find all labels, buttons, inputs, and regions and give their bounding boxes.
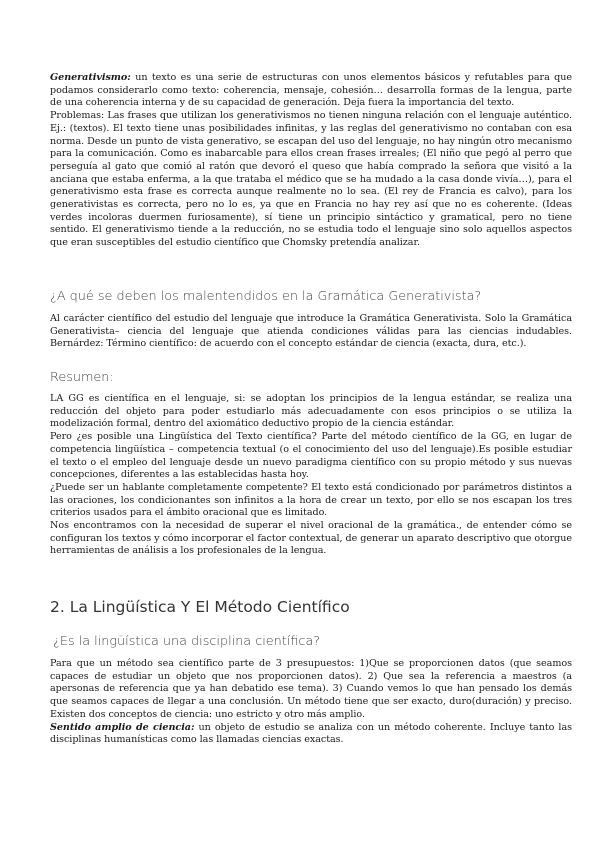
sentido-amplio-paragraph (50, 722, 572, 747)
malentendidos-heading: ¿A qué se deben los malentendidos en la Gramática Generativista? (50, 289, 482, 304)
generativismo-paragraph (50, 72, 572, 110)
section-malentendidos (50, 289, 572, 304)
presupuestos-paragraph: Para que un método sea científico parte de 3 presupuestos: 1)Que se proporcionen datos (que seamos capaces de estudiar un objeto que nos proporcionen datos). 2) Que sea la referencia a maestros (a apersonas de referencia que ya han debatido ese tema). 3) Cuando vemos lo que han pensado los demás que seamos capaces de llegar a una conclusión. Un método tiene que ser exacto, duro(duración) y preciso. Existen dos conceptos de ciencia: uno estricto y otro más amplio. (50, 658, 572, 720)
term-generativismo: Generativismo: (50, 72, 131, 83)
section-2-heading: 2. La Lingüística Y El Método Científico (50, 598, 350, 616)
resumen-paragraph-3: ¿Puede ser un hablante completamente competente? El texto está condicionado por parámetros distintos a las oraciones, los condicionantes son infinitos a la hora de crear un texto, por ello se nos escapan los tres criterios usados para el ámbito oracional que es limitado. (50, 481, 572, 519)
resumen-heading: Resumen: (50, 370, 114, 385)
resumen-paragraph-2: Pero ¿es posible una Lingüística del Texto científica? Parte del método científico de la GG, en lugar de competencia lingüística – competencia textual (o el conocimiento del uso del lenguaje).Es posible estudiar el texto o el empleo del lenguaje desde un nuevo paradigma científico con su propio método y sus nuevas concepciones, diferentes a las establecidas hasta hoy. (50, 431, 572, 481)
malentendidos-body (50, 313, 572, 351)
section-metodo-cientifico (50, 598, 572, 616)
sentido-amplio-text: un objeto de estudio se analiza con un método coherente. Incluye tanto las disciplinas humanísticas como las llamadas ciencias exactas. (50, 721, 572, 746)
malentendidos-paragraph: Al carácter científico del estudio del lenguaje que introduce la Gramática Generativista. Solo la Gramática Generativista– ciencia del lenguaje que atienda condiciones válidas para las ciencias indudables. Bernárdez: Término científico: de acuerdo con el concepto estándar de ciencia (exacta, dura, etc.). (50, 313, 572, 350)
disciplina-subheading: ¿Es la lingüística una disciplina científica? (53, 634, 321, 649)
disciplina-subheading-wrap (53, 634, 572, 649)
section-generativismo (50, 72, 572, 250)
problemas-paragraph: Problemas: Las frases que utilizan los generativismos no tienen ninguna relación con el lenguaje auténtico. Ej.: (textos). El texto tiene unas posibilidades infinitas, y las reglas del generativismo no contaban con esa norma. Desde un punto de vista generativo, se escapan del uso del lenguaje, no hay ningún otro mecanismo para la comunicación. Como es inabarcable para ellos crean frases irreales; (El niño que pegó al perro que perseguía al gato que comió al ratón que devoró el queso que había comprado la señora que visitó a la anciana que estaba enferma, a la que trataba el médico que se ha mudado a la casa donde vivía…), para el generativismo esta frase es correcta aunque realmente no lo sea. (El rey de Francia es calvo), para los generativistas es correcta, pero no lo es, ya que en Francia no hay rey así que no es coherente. (Ideas verdes incoloras duermen furiosamente), sí tiene un principio sintáctico y gramatical, pero no tiene sentido. El generativismo tiende a la reducción, no se estudia todo el lenguaje sino solo aquellos aspectos que eran susceptibles del estudio científico que Chomsky pretendía analizar. (50, 110, 572, 249)
metodo-body (50, 658, 572, 747)
resumen-paragraph-4: Nos encontramos con la necesidad de superar el nivel oracional de la gramática., de entender cómo se configuran los textos y cómo incorporar el factor contextual, de generar un aparato descriptivo que otorgue herramientas de análisis a los profesionales de la lengua. (50, 520, 572, 557)
section-resumen (50, 370, 572, 385)
resumen-paragraph-1: LA GG es científica en el lenguaje, si: se adoptan los principios de la lengua estándar, se realiza una reducción del objeto para poder estudiarlo más adecuadamente con esos principios o se utiliza la modelización formal, dentro del axiomático deductivo propio de la ciencia estándar. (50, 393, 572, 430)
term-sentido-amplio: Sentido amplio de ciencia: (50, 721, 195, 733)
generativismo-text: un texto es una serie de estructuras con unos elementos básicos y refutables para que podamos considerarlo como texto: coherencia, mensaje, cohesión… desarrolla formas de la lengua, parte de una coherencia interna y de su capacidad de generación. Deja fuera la importancia del texto. (50, 72, 573, 109)
resumen-body (50, 393, 572, 558)
